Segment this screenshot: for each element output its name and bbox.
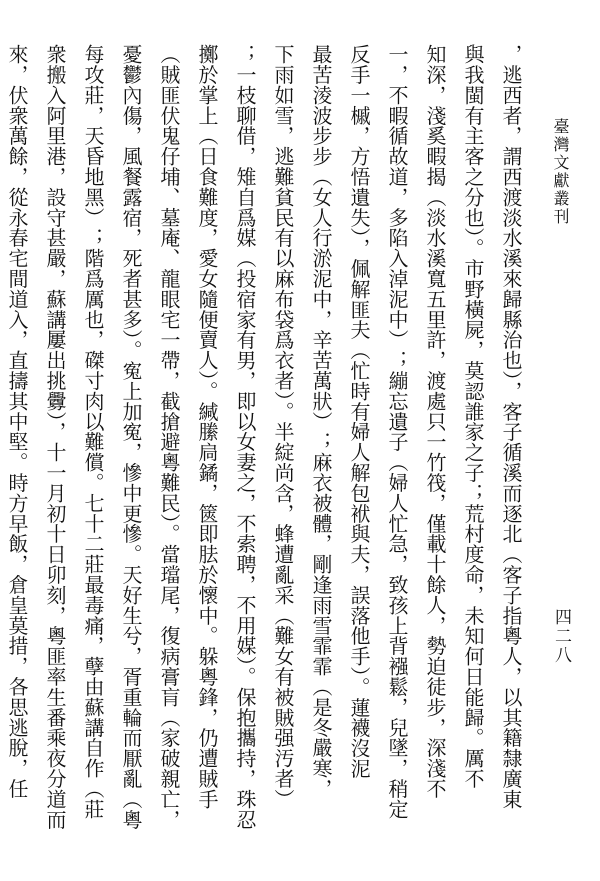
text-column: 最苦淩波步步（女人行淤泥中，辛苦萬狀）；麻衣被體，剛逢雨雪霏霏（是冬嚴寒， [309, 44, 333, 799]
text-column: 衆搬入阿里港，設守甚嚴，蘇講屢出挑釁），十一月初十日卯刻，粵匪率生番乘夜分道而 [43, 44, 67, 830]
text-column: 每攻莊，天昏地黑）；階爲厲也，磔寸肉以難償。七十二莊最毒痛，孽由蘇講自作（莊 [81, 44, 105, 820]
text-column: ，逃西者，謂西渡淡水溪來歸縣治也），客子循溪而逐北（客子指粵人，以其籍隸廣東 [499, 44, 523, 810]
text-column: ；一枝聊借，雉自爲媒（投宿家有男，即以女妻之，不索聘，不用媒）。保抱攜持，珠忍 [233, 44, 257, 830]
text-column: 憂鬱內傷，風餐露宿，死者甚多）。寃上加寃，慘中更慘。天好生兮，胥重輪而厭亂（粵 [119, 44, 143, 830]
series-title: 臺灣文獻叢刊 [551, 118, 570, 226]
text-column: 反手一槭，方悟遺失），佩解匪夫（忙時有婦人解包袱與夫，誤落他手）。蓮襪沒泥 [347, 44, 371, 779]
text-column: 下雨如雪，逃難貧民有以麻布袋爲衣者）。半綻尚含，蜂遭亂采（難女有被賊强汚者） [271, 44, 295, 810]
text-column: 一，不暇循故道，多陷入淖泥中）；繃忘遺子（婦人忙急，致孩上背襁鬆，兒墜，稍定 [385, 44, 409, 820]
text-column: 知深，淺奚暇揭（淡水溪寬五里許，渡處只一竹筏，僅載十餘人，勢迫徒步，深淺不 [423, 44, 447, 799]
text-column: 與我閩有主客之分也）。市野橫屍，莫認誰家之子；荒村度命，未知何日能歸。厲不 [461, 44, 485, 789]
text-column: 擲於掌上（日食難度，愛女隨便賣人）。緘縢扃鐍，篋即胠於懷中。躲粵鋒，仍遭賊手 [195, 44, 219, 810]
text-column: （賊匪伏鬼仔埔、墓庵、龍眼宅一帶，截搶避粵難民）。當璫尾，復病膏肓（家破親亡， [157, 44, 181, 830]
body-text [5, 44, 530, 836]
text-column: 來，伏衆萬餘，從永春宅間道入，直擣其中堅。時方早飯，倉皇莫措，各思逃脫，任 [5, 44, 29, 799]
page-number: 四二八 [551, 608, 571, 665]
